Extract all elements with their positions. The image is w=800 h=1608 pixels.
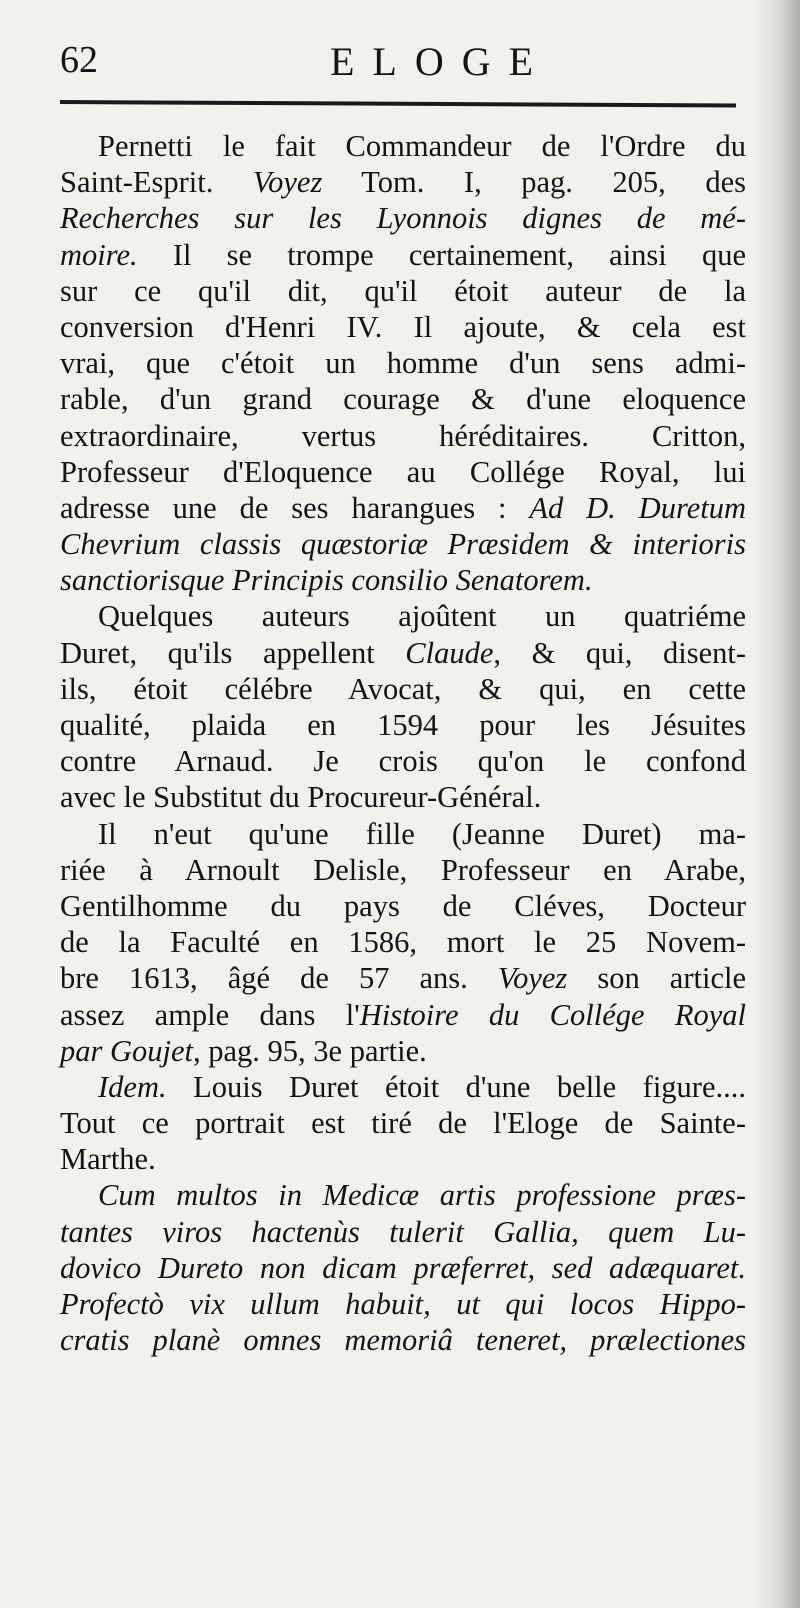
text-segment: Il n'eut qu'une fille (Jeanne Duret) ma- [98,816,746,851]
text-line [60,1177,746,1213]
text-segment: Idem. [98,1069,167,1104]
text-segment: Il se trompe certainement, ainsi que [137,237,746,272]
text-segment: Professeur d'Eloquence au Collége Royal, lui [60,454,746,489]
text-line [60,381,746,417]
text-segment: Saint-Esprit. [60,165,253,200]
text-segment: tantes viros hactenùs tulerit Gallia, quem Lu- [60,1214,746,1249]
text-line [60,635,746,671]
running-title: ELOGE [330,39,552,84]
text-line [60,1214,746,1250]
text-line [60,526,746,562]
text-segment: Louis Duret étoit d'une belle figure.... [166,1069,746,1104]
text-segment: Cum multos in Medicæ artis professione præs- [98,1178,746,1213]
page-edge-shadow [756,0,800,1608]
text-segment: de la Faculté en 1586, mort le 25 Novem- [60,925,746,960]
text-line [60,200,746,236]
text-segment: Marthe. [60,1142,156,1177]
text-segment: Histoire du Collége Royal [359,997,746,1032]
text-segment: Chevrium classis quæstoriæ Præsidem & interioris [60,527,746,562]
text-segment: riée à Arnoult Delisle, Professeur en Arabe, [60,852,746,887]
text-segment: , & qui, disent- [493,635,746,670]
text-line [60,743,746,779]
text-segment: dovico Dureto non dicam præferret, sed adæquaret. [60,1250,746,1285]
page-number: 62 [60,39,98,81]
text-line [60,1250,746,1286]
text-segment: assez ample dans l' [60,997,360,1032]
text-line [60,490,746,526]
text-segment: sanctiorisque Principis consilio Senatorem. [60,563,593,598]
text-segment: Quelques auteurs ajoûtent un quatriéme [98,599,746,634]
text-line [60,454,746,490]
text-line [60,1105,746,1141]
text-segment: rable, d'un grand courage & d'une eloquence [60,382,746,417]
text-segment: cratis planè omnes memoriâ teneret, prælectiones [60,1323,746,1358]
text-line [60,1286,746,1322]
text-line [60,1069,746,1105]
text-segment: Pernetti le fait Commandeur de l'Ordre du [98,129,746,163]
text-segment: moire. [60,237,138,272]
text-line [60,598,746,634]
text-segment: Gentilhomme du pays de Cléves, Docteur [60,888,746,923]
text-segment: adresse une de ses harangues : [60,490,530,525]
text-segment: par Goujet [60,1033,194,1068]
text-line [60,128,746,164]
body-text [60,128,746,1358]
text-line [60,888,746,924]
text-segment: extraordinaire, vertus héréditaires. Critton, [60,418,746,453]
text-line [60,418,746,454]
text-segment: vrai, que c'étoit un homme d'un sens admi- [60,346,746,381]
text-segment: ils, étoit célébre Avocat, & qui, en cette [60,671,746,706]
text-line [60,1322,746,1358]
text-segment: , pag. 95, 3e partie. [193,1033,427,1068]
text-segment: qualité, plaida en 1594 pour les Jésuites [60,708,746,742]
text-segment: Profectò vix ullum habuit, ut qui locos Hippo- [60,1287,746,1321]
text-line [60,671,746,707]
text-line [60,852,746,888]
text-segment: Ad D. Duretum [529,490,746,525]
text-line [60,924,746,960]
text-segment: Tom. I, pag. 205, des [322,165,746,200]
text-line [60,164,746,200]
text-line [60,779,746,815]
text-segment: avec le Substitut du Procureur-Général. [60,780,542,815]
text-line [60,816,746,852]
text-segment: son article [567,961,747,996]
text-line [60,707,746,743]
text-line [60,345,746,381]
text-segment: Voyez [252,165,323,200]
text-line [60,309,746,345]
text-segment: Tout ce portrait est tiré de l'Eloge de Sainte- [60,1106,746,1141]
text-line [60,1033,746,1069]
text-line [60,562,746,598]
text-segment: sur ce qu'il dit, qu'il étoit auteur de la [60,273,746,308]
text-line [60,237,746,273]
text-line [60,960,746,996]
text-line [60,1141,746,1177]
text-segment: contre Arnaud. Je crois qu'on le confond [60,744,746,779]
text-segment: Claude [405,635,494,670]
text-segment: Recherches sur les Lyonnois dignes de mé- [60,201,746,236]
page-header [60,38,740,88]
text-line [60,273,746,309]
text-segment: Voyez [497,961,568,996]
text-segment: bre 1613, âgé de 57 ans. [60,961,498,996]
text-segment: conversion d'Henri IV. Il ajoute, & cela est [60,309,746,344]
header-rule [60,100,736,108]
text-line [60,997,746,1033]
text-segment: Duret, qu'ils appellent [60,635,406,670]
